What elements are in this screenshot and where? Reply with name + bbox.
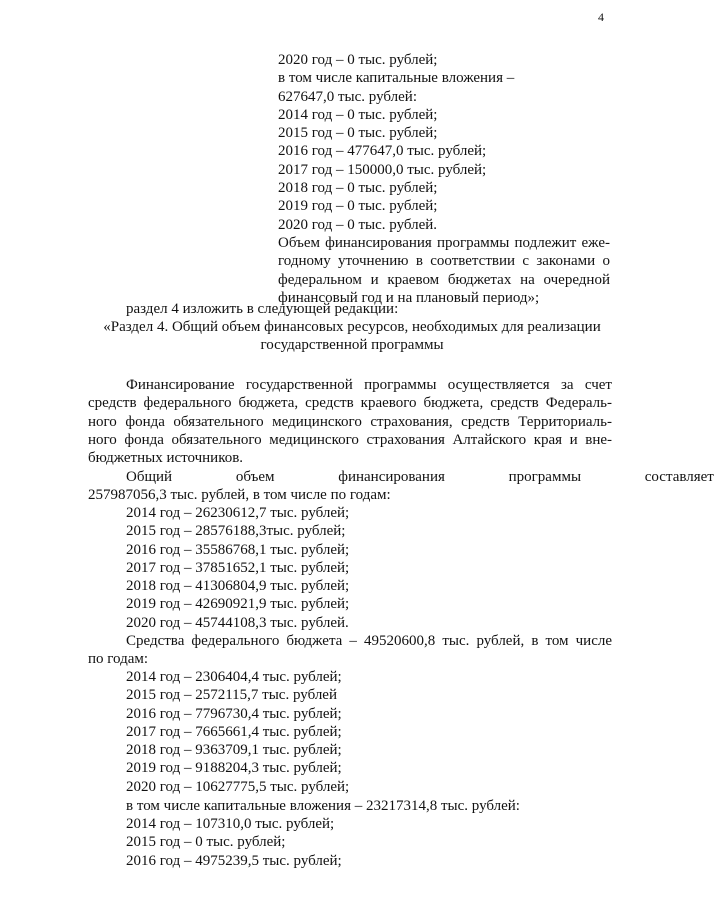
text-line: 2020 год – 0 тыс. рублей; <box>278 52 438 68</box>
list-item: 2016 год – 4975239,5 тыс. рублей; <box>126 852 342 869</box>
total-funding-paragraph <box>88 468 714 505</box>
text-line: Средства федерального бюджета – 49520600,8 тыс. рублей, в том числе <box>126 633 612 649</box>
text-line: 2017 год – 150000,0 тыс. рублей; <box>278 161 487 178</box>
text-line: бюджетных источников. <box>88 450 244 467</box>
text-line: Общий объем финансирования программы составляет <box>126 469 714 485</box>
list-item: 2019 год – 42690921,9 тыс. рублей; <box>126 596 350 613</box>
list-item: 2014 год – 2306404,4 тыс. рублей; <box>126 669 342 685</box>
text-line: Финансирование государственной программы осуществляется за счет <box>126 377 612 393</box>
text-line: финансовый год и на плановый период»; <box>278 289 540 306</box>
federal-budget-paragraph <box>88 632 612 669</box>
list-item: 2014 год – 107310,0 тыс. рублей; <box>126 816 335 832</box>
list-item: 2015 год – 0 тыс. рублей; <box>126 834 286 851</box>
text-line: ного фонда обязательного медицинского страхования, средств Территориаль- <box>88 413 612 430</box>
list-item: 2017 год – 7665661,4 тыс. рублей; <box>126 723 342 740</box>
continued-budget-block <box>278 51 610 307</box>
list-item: 2016 год – 7796730,4 тыс. рублей; <box>126 705 342 722</box>
text-line: ного фонда обязательного медицинского страхования Алтайского края и вне- <box>88 431 612 448</box>
text-line: Объем финансирования программы подлежит еже- <box>278 234 610 251</box>
section-title-line: государственной программы <box>260 337 444 354</box>
section-title-line: «Раздел 4. Общий объем финансовых ресурсов, необходимых для реализации <box>103 319 601 335</box>
text-line: 2014 год – 0 тыс. рублей; <box>278 106 438 123</box>
text-line: 2018 год – 0 тыс. рублей; <box>278 180 438 197</box>
instruction-text <box>126 300 398 318</box>
text-line: 2020 год – 0 тыс. рублей. <box>278 216 438 233</box>
list-item: 2019 год – 9188204,3 тыс. рублей; <box>126 760 342 777</box>
list-item: 2020 год – 45744108,3 тыс. рублей. <box>126 614 349 631</box>
list-item: 2015 год – 28576188,3тыс. рублей; <box>126 523 346 540</box>
text-line: 2015 год – 0 тыс. рублей; <box>278 125 438 142</box>
list-item: 2018 год – 9363709,1 тыс. рублей; <box>126 742 342 759</box>
list-item: 2015 год – 2572115,7 тыс. рублей <box>126 687 337 704</box>
text-line: в том числе капитальные вложения – <box>278 70 515 87</box>
text-line: раздел 4 изложить в следующей редакции: <box>126 301 399 317</box>
text-line: 2016 год – 477647,0 тыс. рублей; <box>278 143 487 160</box>
list-item: 2014 год – 26230612,7 тыс. рублей; <box>126 505 350 521</box>
text-line: по годам: <box>88 651 149 668</box>
financing-paragraph <box>88 376 612 467</box>
section-title <box>82 318 622 355</box>
list-item: 2020 год – 10627775,5 тыс. рублей; <box>126 778 350 795</box>
capital-years-list <box>126 815 342 870</box>
text-line: 257987056,3 тыс. рублей, в том числе по годам: <box>88 487 391 504</box>
text-line: годному уточнению в соответствии с законами о <box>278 253 610 270</box>
page-number: 4 <box>598 10 604 24</box>
list-item: 2018 год – 41306804,9 тыс. рублей; <box>126 578 350 595</box>
text-line: 627647,0 тыс. рублей: <box>278 88 417 105</box>
total-years-list <box>126 504 349 632</box>
capital-investment-heading <box>126 797 520 815</box>
list-item: 2016 год – 35586768,1 тыс. рублей; <box>126 541 350 558</box>
text-line: средств федерального бюджета, средств краевого бюджета, средств Федераль- <box>88 395 612 412</box>
text-line: в том числе капитальные вложения – 23217314,8 тыс. рублей: <box>126 798 520 814</box>
list-item: 2017 год – 37851652,1 тыс. рублей; <box>126 559 350 576</box>
text-line: 2019 год – 0 тыс. рублей; <box>278 198 438 215</box>
federal-years-list <box>126 668 349 796</box>
text-line: федеральном и краевом бюджетах на очередной <box>278 271 610 288</box>
